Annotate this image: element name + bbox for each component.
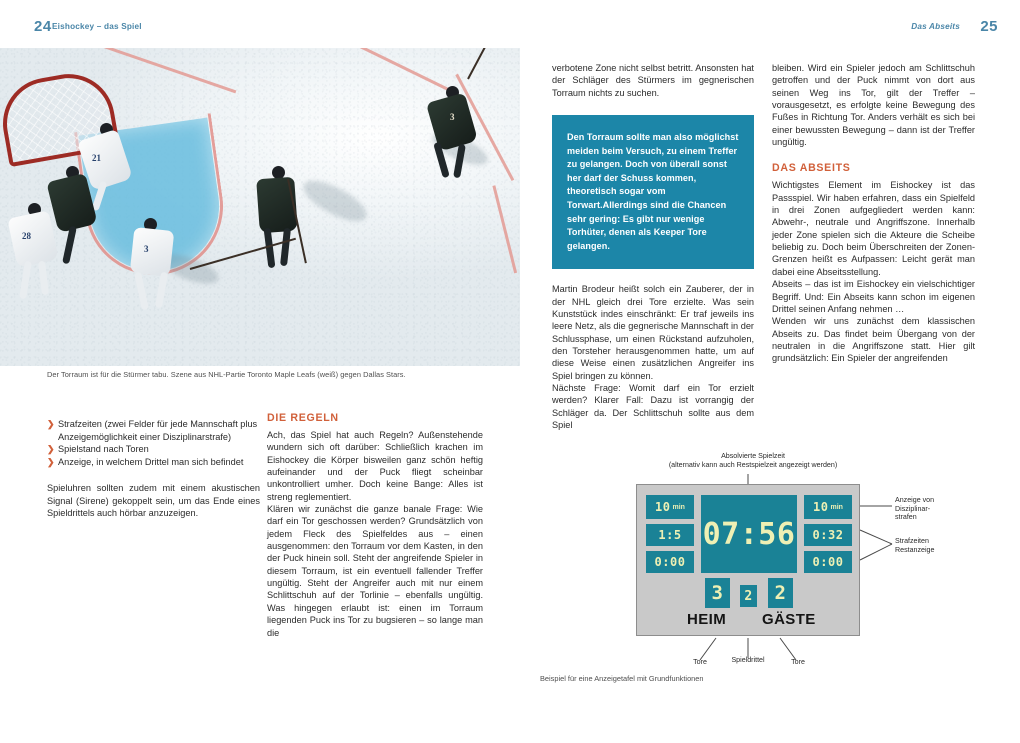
list-item [47,418,260,443]
scoreboard-panel [636,484,860,636]
list-item-label: Spielstand nach Toren [58,444,149,455]
figure-caption: Beispiel für eine Anzeigetafel mit Grundfunktionen [540,674,704,683]
penalty-display-away-1: 10 min [804,495,852,519]
team-label-away: GÄSTE [762,611,816,628]
column-one [47,418,260,519]
label-disziplinarstrafen: Anzeige von Disziplinar- strafen [895,496,935,522]
penalty-display-home-2: 1:5 [646,524,694,546]
section-heading-die-regeln: DIE REGELN [267,412,339,424]
chevron-right-icon: ❯ [47,419,55,429]
label-spieldrittel: Spieldrittel [731,656,765,664]
scoreboard-feature-list [47,418,260,468]
list-item-label: Strafzeiten (zwei Felder für jede Mannschaft plus Anzeigemöglichkeit einer Disziplinarstrafe) [58,419,258,442]
column-four-paragraph-top: bleiben. Wird ein Spieler jedoch am Schlittschuh getroffen und der Puck nimmt von dort aus seinen Weg ins Tor, gilt der Treffer – vorausgesetzt, es erfolgte keine Bewegung des Fußes in Richtung Tor. Anders verhält es sich bei einer bewussten Bewegung – dann ist der Treffer ungültig. [772,63,975,148]
callout-text: Den Torraum sollte man also möglichst meiden beim Versuch, zu einem Treffer zu gelangen. Doch von überall sonst her darf der Schuss kommen, theoretisch sogar vom Torwart.Allerdings sind die Chancen sehr gering: Es gibt nur wenige Torhüter, denen als Keeper Tore gelangen. [567,132,739,251]
goals-home-display: 3 [705,578,730,608]
column-three [552,62,754,432]
label-absolvierte-spielzeit: Absolvierte Spielzeit (alternativ kann auch Restspielzeit angezeigt werden) [668,452,838,469]
column-four-paragraph-3: Wenden wir uns zunächst dem klassischen Abseits zu. Das findet beim Übergang von der neutralen in die Angriffszone statt. Hier gilt grundsätzlich: Ein Spieler der angreifenden [772,316,975,364]
column-three-paragraph-1: Martin Brodeur heißt solch ein Zauberer, der in der NHL gleich drei Tore erzielte. Was sein Kunststück indes einschränkt: Er traf jeweils ins leere Netz, als die gegnerische Mannschaft in der Schlussphase, um einen Rückstand aufzuholen, den Torsteher herausgenommen hatte, um auf diese Weise einen zusätzlichen Angreifer ins Spiel bringen zu können. [552,284,754,381]
page-number-left: 24 [34,18,52,35]
page-number-right: 25 [980,18,998,35]
penalty-display-away-2: 0:32 [804,524,852,546]
column-one-paragraph: Spieluhren sollten zudem mit einem akustischen Signal (Sirene) gekoppelt sein, um das Ende eines Spieldrittels auch hörbar anzuzeigen. [47,483,260,519]
column-two-paragraph-1: Ach, das Spiel hat auch Regeln? Außenstehende wundern sich oft darüber: Schließlich krachen im Eishockey die Körper bisweilen ganz schön heftig aufeinander und der Puck fliegt scheinbar unkontrolliert umher. Doch keine Bange: Alles ist streng reglementiert. [267,430,483,502]
highlight-callout-box [552,115,754,269]
hockey-photo: 28 3 21 3 [0,48,520,366]
label-tore-away: Tore [791,658,805,666]
period-display: 2 [740,585,757,607]
list-item-label: Anzeige, in welchem Drittel man sich befindet [58,456,244,467]
list-item [47,443,260,456]
penalty-display-home-3: 0:00 [646,551,694,573]
penalty-display-away-3: 0:00 [804,551,852,573]
column-four-paragraph-1: Wichtigstes Element im Eishockey ist das Passspiel. Wir haben erfahren, dass ein Spielfeld in drei Zonen aufgegliedert werden kann: Abwehr-, neutrale und Angriffszone. Innerhalb jeder Zone spielen sich die Akteure die Scheibe beliebig zu. Doch beim Überschreiten der Zonen-Grenzen heißt es Aufpassen: Leicht gerät man dabei eine Abseitsstellung. [772,180,975,277]
column-four-paragraph-2: Abseits – das ist im Eishockey ein vielschichtiger Begriff. Und: Ein Abseits kann schon im eigenen Drittel seinen Anfang nehmen … [772,279,975,314]
photo-caption: Der Torraum ist für die Stürmer tabu. Szene aus NHL-Partie Toronto Maple Leafs (weiß) gegen Dallas Stars. [47,370,406,379]
column-two-paragraph-2: Klären wir zunächst die ganze banale Frage: Wie darf ein Tor geschossen werden? Grundsätzlich von jedem Fleck des Spielfeldes aus – einen ausgenommen: den Torraum vor dem Kasten, in den der Puck hinein soll. Steht der angreifende Spieler in diesem Torraum, ist ein eventuell fallender Treffer ungültig. Steht der Angreifer auch mit nur einem Schlittschuh auf der Torlinie – ebenfalls ungültig. Was hingegen erlaubt ist: einen im Torraum liegenden Puck ins Tor zu bugsieren – so lange man die [267,504,483,638]
goals-away-display: 2 [768,578,793,608]
team-label-home: HEIM [687,611,727,628]
column-three-paragraph-2: Nächste Frage: Womit darf ein Tor erzielt werden? Klarer Fall: Dazu ist vorrangig der Schläger da. Der Schlittschuh sollte aus dem Spiel [552,383,754,431]
chevron-right-icon: ❯ [47,456,55,467]
label-tore-home: Tore [693,658,707,666]
column-two [267,412,483,639]
column-four [772,62,975,365]
column-three-paragraph-top: verbotene Zone nicht selbst betritt. Ansonsten hat der Schläger des Stürmers im gegnerischen Torraum nichts zu suchen. [552,63,754,98]
running-head-right: Das Abseits [911,22,960,31]
list-item [47,456,260,469]
chevron-right-icon: ❯ [47,444,55,455]
running-head-left: Eishockey – das Spiel [52,22,142,31]
section-heading-das-abseits: DAS ABSEITS [772,162,851,175]
scoreboard-diagram [540,452,1000,692]
label-strafzeiten-restanzeige: Strafzeiten Restanzeige [895,537,935,554]
main-clock-display: 07:56 [701,495,797,573]
penalty-display-home-1: 10 min [646,495,694,519]
